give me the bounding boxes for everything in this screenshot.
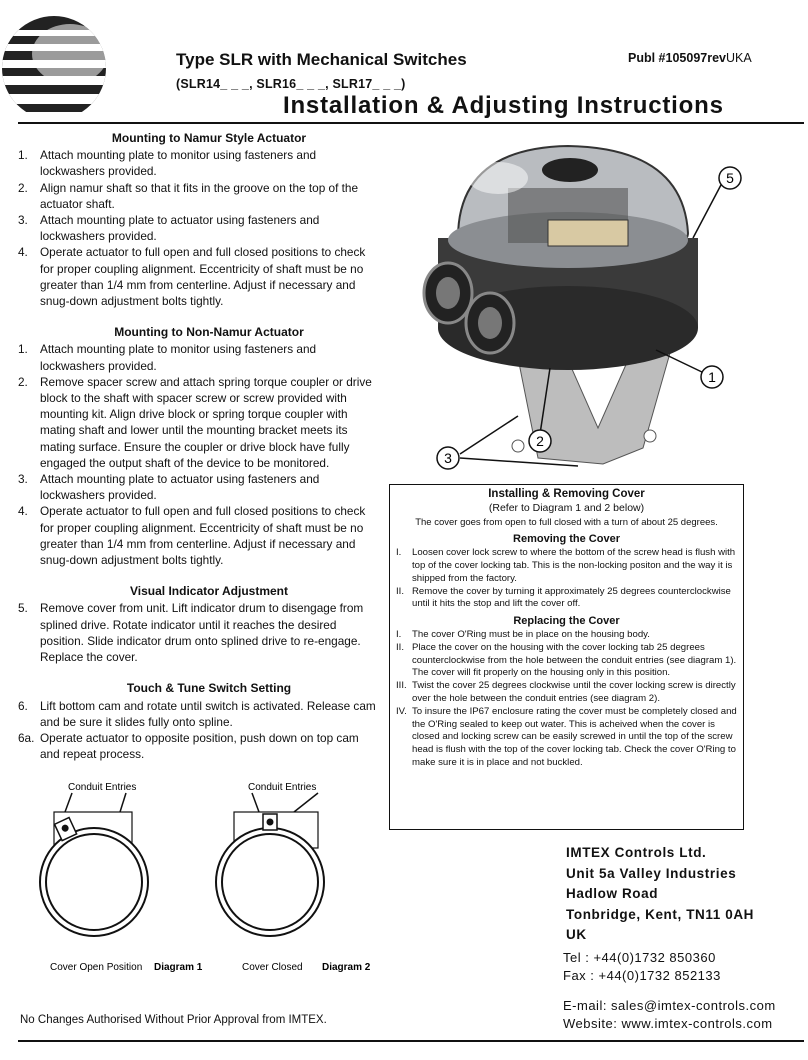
step-text: Remove the cover by turning it approximately 25 degrees counterclockwise until it hits the stop and lift the cover off. xyxy=(412,585,731,610)
step-text: Attach mounting plate to monitor using fasteners and lockwashers provided. xyxy=(40,148,317,179)
replacing-steps xyxy=(394,629,739,770)
list-item xyxy=(394,680,739,706)
touch-tune-steps xyxy=(18,698,380,763)
footer-divider xyxy=(18,1040,804,1042)
website-link[interactable]: Website: www.imtex-controls.com xyxy=(563,1016,773,1031)
left-column xyxy=(18,130,380,762)
cover-instructions-box xyxy=(389,484,744,830)
diagram1-title: Diagram 1 xyxy=(154,962,203,973)
company-logo xyxy=(0,8,108,112)
replacing-heading: Replacing the Cover xyxy=(513,615,620,628)
list-item xyxy=(394,547,739,585)
list-item xyxy=(18,698,380,730)
step-number: 3. xyxy=(18,472,28,487)
step-text: Remove cover from unit. Lift indicator drum to disengage from splined drive. Rotate indicator until it reaches the desired position. Slide indicator drum onto splined drive to re-engage. Replace the cover. xyxy=(40,601,364,665)
step-number: 5. xyxy=(18,601,28,616)
telephone: Tel : +44(0)1732 850360 xyxy=(563,950,716,965)
non-namur-heading: Mounting to Non-Namur Actuator xyxy=(114,325,304,340)
list-item xyxy=(18,244,380,309)
step-text: Lift bottom cam and rotate until switch is activated. Release cam and be sure it slides fully onto spline. xyxy=(40,698,376,729)
step-number: 2. xyxy=(18,374,28,389)
step-text: Loosen cover lock screw to where the bottom of the screw head is flush with top of the cover locking tab. This is the non-locking positon and the way it is shipped from the factory. xyxy=(412,547,736,584)
fax: Fax : +44(0)1732 852133 xyxy=(563,968,721,983)
list-item xyxy=(18,212,380,244)
publication-revision: UKA xyxy=(726,51,752,65)
step-number: IV. xyxy=(396,705,407,717)
step-text: Place the cover on the housing with the cover locking tab 25 degrees counterclockwise from the hole between the conduit entries (see diagram 1). The cover will fit properly on the housing only in this position. xyxy=(412,641,737,679)
callout-2: 2 xyxy=(536,433,544,449)
diagram2-caption: Cover Closed xyxy=(242,962,303,973)
callout-5: 5 xyxy=(726,170,734,186)
step-number: 1. xyxy=(18,342,28,357)
list-item xyxy=(394,629,739,642)
callout-3: 3 xyxy=(444,450,452,466)
step-number: 6a. xyxy=(18,730,35,745)
step-text: Twist the cover 25 degrees clockwise until the cover locking screw is directly over the hole between the conduit entries (see diagram 2). xyxy=(412,680,736,704)
list-item xyxy=(394,642,739,680)
product-photo xyxy=(398,128,744,478)
address-line: Hadlow Road xyxy=(566,886,659,901)
step-number: II. xyxy=(396,585,404,597)
diagram1-caption: Cover Open Position xyxy=(50,962,143,973)
cover-intro: The cover goes from open to full closed with a turn of about 25 degrees. xyxy=(415,516,718,528)
list-item xyxy=(18,471,380,503)
company-address xyxy=(566,843,754,946)
list-item xyxy=(18,374,380,471)
step-text: Remove spacer screw and attach spring torque coupler or drive block to the shaft with spacer screw or screw provided with mounting kit. Align drive block or spring torque coupler with mating shaft and lower until the mounting bracket meets its mating surface. Ensure the coupler or drive block have fully engaged the output shaft of the device to be monitored. xyxy=(40,374,372,470)
step-text: Operate actuator to full open and full closed positions to check for proper coupling alignment. Eccentricity of shaft must be no greater than 1/4 mm from centerline. Adjust if necessary and snug-down adjustment bolts tightly. xyxy=(40,245,366,309)
step-number: 1. xyxy=(18,148,28,163)
namur-heading: Mounting to Namur Style Actuator xyxy=(111,131,307,145)
list-item xyxy=(18,147,380,179)
step-number: 2. xyxy=(18,180,28,195)
list-item xyxy=(18,180,380,212)
header-divider xyxy=(18,122,804,124)
company-name: IMTEX Controls Ltd. xyxy=(566,845,707,860)
list-item xyxy=(18,503,380,568)
web-block xyxy=(563,997,776,1033)
step-number: II. xyxy=(396,641,404,653)
step-text: Attach mounting plate to actuator using fasteners and lockwashers provided. xyxy=(40,213,320,244)
step-number: 6. xyxy=(18,698,28,713)
footer-note: No Changes Authorised Without Prior Approval from IMTEX. xyxy=(20,1014,327,1026)
phone-block xyxy=(563,949,721,985)
cover-refer: (Refer to Diagram 1 and 2 below) xyxy=(488,501,645,514)
step-number: 4. xyxy=(18,245,28,260)
publication-number xyxy=(628,51,752,65)
callout-1: 1 xyxy=(708,369,716,385)
step-number: 4. xyxy=(18,504,28,519)
step-text: The cover O'Ring must be in place on the housing body. xyxy=(412,628,650,640)
step-text: To insure the IP67 enclosure rating the cover must be completely closed and the O'Ring sealed to keep out water. This is acheived when the cover is closed and locking screw can be easily screwed in until the top of the screw head is flush with the top of the cover locking tab. Check the cover O'Ring to make sure it is in place and not buckled. xyxy=(412,705,737,768)
touch-tune-heading: Touch & Tune Switch Setting xyxy=(126,681,292,696)
diagram2-label: Conduit Entries xyxy=(248,782,317,793)
main-title: Installation & Adjusting Instructions xyxy=(283,92,724,119)
model-numbers: (SLR14_ _ _, SLR16_ _ _, SLR17_ _ _) xyxy=(176,77,406,91)
list-item xyxy=(18,341,380,373)
list-item xyxy=(18,600,380,665)
address-line: UK xyxy=(566,927,587,942)
removing-steps xyxy=(394,547,739,611)
email-link[interactable]: E-mail: sales@imtex-controls.com xyxy=(563,998,776,1013)
list-item xyxy=(394,706,739,770)
step-text: Operate actuator to opposite position, push down on top cam and repeat process. xyxy=(40,730,359,762)
diagram2-title: Diagram 2 xyxy=(322,962,371,973)
list-item xyxy=(394,586,739,612)
publication-id: Publ #105097rev xyxy=(628,51,726,65)
address-line: Tonbridge, Kent, TN11 0AH xyxy=(566,906,755,922)
visual-indicator-steps xyxy=(18,600,380,665)
step-text: Attach mounting plate to actuator using fasteners and lockwashers provided. xyxy=(40,472,320,503)
step-number: I. xyxy=(396,628,402,640)
address-line: Unit 5a Valley Industries xyxy=(566,865,737,881)
step-text: Attach mounting plate to monitor using fasteners and lockwashers provided. xyxy=(40,342,317,373)
document-title: Type SLR with Mechanical Switches xyxy=(176,50,467,69)
namur-steps xyxy=(18,147,380,309)
cover-diagrams xyxy=(30,776,390,976)
removing-heading: Removing the Cover xyxy=(513,533,620,546)
step-text: Operate actuator to full open and full closed positions to check for proper coupling alignment. Eccentricity of shaft must be no greater than 1/4 mm from centerline. Adjust if necessary and snug-down adjustment bolts tightly. xyxy=(40,504,366,568)
visual-indicator-heading: Visual Indicator Adjustment xyxy=(129,584,289,599)
cover-heading: Installing & Removing Cover xyxy=(488,488,645,500)
non-namur-steps xyxy=(18,341,380,568)
diagram1-label: Conduit Entries xyxy=(68,782,137,793)
list-item xyxy=(18,730,380,762)
step-number: III. xyxy=(396,680,407,692)
step-text: Align namur shaft so that it fits in the groove on the top of the actuator shaft. xyxy=(40,180,359,211)
step-number: I. xyxy=(396,547,402,559)
step-number: 3. xyxy=(18,213,28,228)
